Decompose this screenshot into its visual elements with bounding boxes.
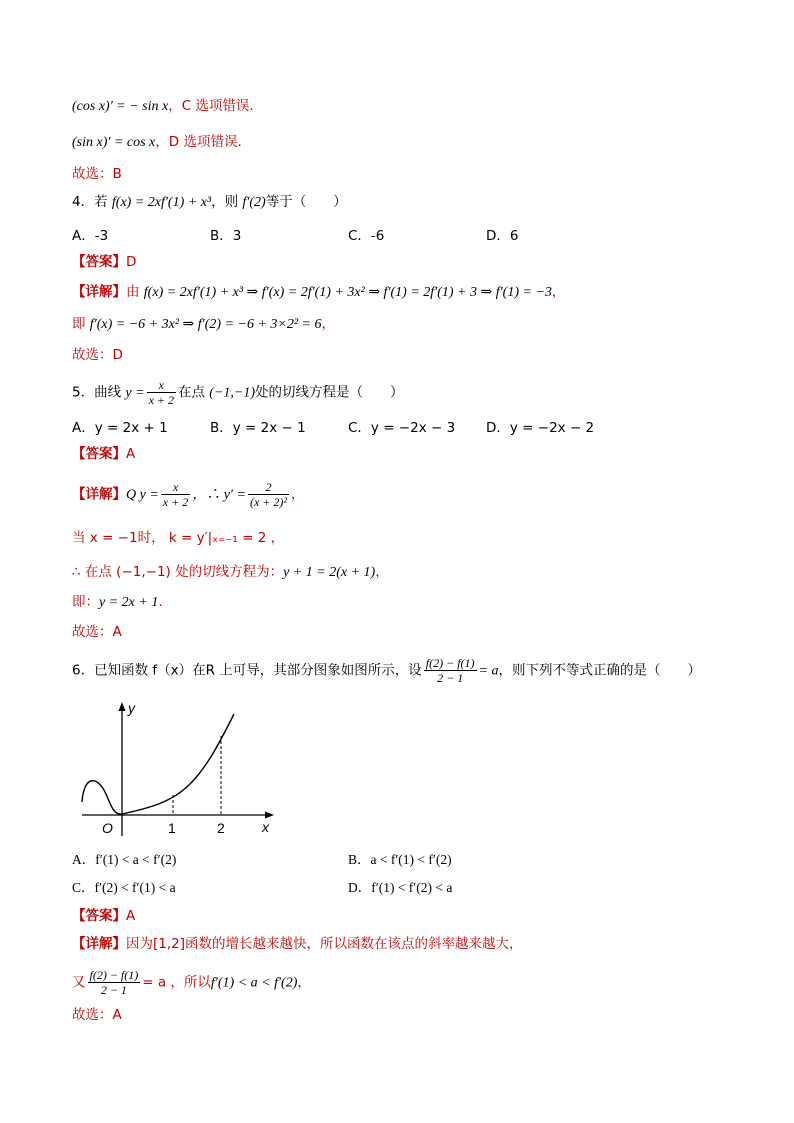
q5-option-b: B．y = 2x − 1 [210,420,306,436]
q5-detail-line-3: ∴ 在点 (−1,−1) 处的切线方程为：y + 1 = 2(x + 1)， [72,564,389,580]
q4-detail-line-1: 【详解】由 f(x) = 2xf′(1) + x³ ⇒ f′(x) = 2f′(1) + 3x² ⇒ f′(1) = 2f′(1) + 3 ⇒ f′(1) = −3， [72,284,566,300]
cos-derivative-math: (cos x)′ = − sin x [72,99,169,114]
answer-label: 【答案】 [72,446,126,462]
q6-option-b: B．a < f′(1) < f′(2) [348,852,452,867]
sin-derivative-line [72,132,242,153]
choose-line-4: 故选：A [72,1007,122,1023]
function-graph [72,696,282,842]
x-axis-label: x [262,819,269,835]
q4-option-c: C．-6 [348,228,385,244]
choose-line-1: 故选：B [72,166,122,182]
q5-option-d: D．y = −2x − 2 [486,420,595,436]
q4-option-d: D．6 [486,228,519,244]
detail-label: 【详解】 [72,936,126,952]
question-4-stem: 4．若 f(x) = 2xf′(1) + x³，则 f′(2)等于（ ） [72,194,347,210]
choose-line-2: 故选：D [72,347,123,363]
answer-label: 【答案】 [72,254,126,270]
choose-line-3: 故选：A [72,624,122,640]
y-axis-arrow [119,702,126,711]
sin-derivative-math: (sin x)′ = cos x [72,135,156,150]
detail-label: 【详解】 [72,284,126,300]
cos-derivative-line [72,96,254,117]
x-axis-arrow [265,812,274,819]
q6-option-c: C．f′(2) < f′(1) < a [72,880,176,895]
q4-option-a: A．-3 [72,228,109,244]
question-6-stem: 6．已知函数 f（x）在R 上可导，其部分图象如图所示，设 $\frac{f(2) - f(1)}{2 - 1}$ = a，则下列不等式正确的是（ ） [72,656,701,685]
q6-detail-line-1: 【详解】因为[1,2]函数的增长越来越快，所以函数在该点的斜率越来越大， [72,936,523,952]
tick-label-1: 1 [168,820,176,836]
cos-derivative-note: ，C 选项错误. [168,98,254,114]
answer-label: 【答案】 [72,908,126,924]
q4-detail-line-2: 即 f′(x) = −6 + 3x² ⇒ f′(2) = −6 + 3×2² = 6， [72,316,335,332]
q5-detail-line-4: 即：y = 2x + 1. [72,594,163,610]
question-5-stem: 5．曲线 y = $\frac{x}{x + 2}$ 在点 (−1,−1)处的切线方程是（ ） [72,378,404,407]
q6-answer: 【答案】A [72,908,136,924]
q4-answer: 【答案】D [72,254,137,270]
q5-detail-line-1: 【详解】Q y = $\frac{x}{x + 2}$ ，∴ y′ = $\frac{2}{\text{(x + 2)²}}$ ， [72,480,305,509]
q5-option-a: A．y = 2x + 1 [72,420,168,436]
q6-option-a: A．f′(1) < a < f′(2) [72,852,177,867]
q5-option-c: C．y = −2x − 3 [348,420,456,436]
function-curve [82,714,234,814]
q5-fraction: $\frac{x}{x + 2}$ [148,378,174,407]
q6-option-d: D．f′(1) < f′(2) < a [348,880,453,895]
q5-answer: 【答案】A [72,446,136,462]
tick-label-2: 2 [217,820,225,836]
y-axis-label: y [128,700,135,716]
q6-detail-line-2: 又 $\frac{f(2) - f(1)}{2 - 1}$ = a ，所以f′(1) < a < f′(2)， [72,968,311,997]
sin-derivative-note: ，D 选项错误. [155,134,242,150]
origin-label: O [102,820,113,836]
detail-label: 【详解】 [72,486,126,503]
q4-option-b: B．3 [210,228,242,244]
q5-detail-line-2: 当 x = −1时， k = y′|ₓ₌₋₁ = 2 ， [72,530,285,546]
q6-fraction: $\frac{f(2) - f(1)}{2 - 1}$ [425,656,475,685]
